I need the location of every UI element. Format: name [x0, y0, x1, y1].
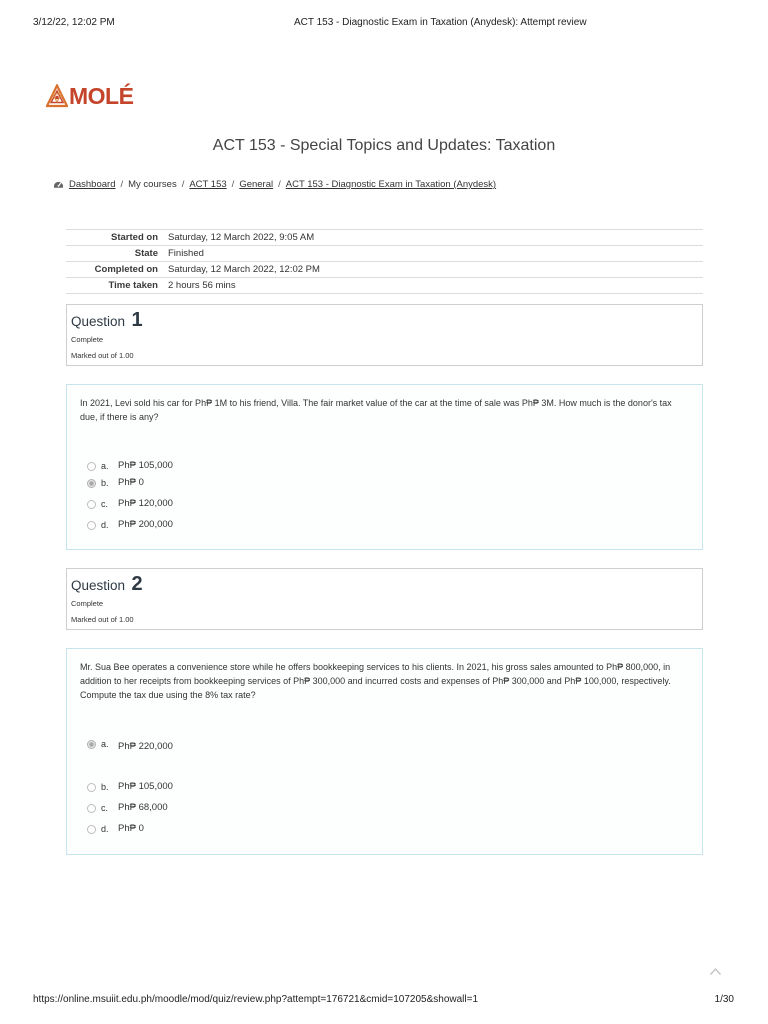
question-heading [71, 573, 143, 596]
option-answer: Ph₱ 220,000 [118, 741, 173, 752]
logo-emblem-icon [46, 84, 68, 108]
answer-radio[interactable] [87, 783, 96, 792]
answer-option[interactable] [67, 498, 367, 510]
question-1-info [66, 304, 703, 366]
breadcrumb-separator: / [278, 179, 281, 190]
option-letter: c. [101, 803, 109, 813]
question-2-content [66, 648, 703, 855]
print-page-title: ACT 153 - Diagnostic Exam in Taxation (Anydesk): Attempt review [294, 17, 587, 28]
answer-radio[interactable] [87, 479, 96, 488]
question-marks: Marked out of 1.00 [71, 615, 134, 624]
option-letter: d. [101, 520, 109, 530]
breadcrumb-section[interactable]: General [239, 179, 274, 190]
summary-value: Saturday, 12 March 2022, 12:02 PM [168, 264, 320, 275]
answer-radio[interactable] [87, 462, 96, 471]
question-state: Complete [71, 335, 104, 344]
breadcrumb-separator: / [120, 179, 124, 190]
summary-value: Finished [168, 248, 204, 259]
answer-option[interactable] [67, 802, 367, 814]
question-text: In 2021, Levi sold his car for Ph₱ 1M to his friend, Villa. The fair market value of the car at the time of sale was Ph₱ 3M. How much is the donor's tax due, if there is any? [80, 398, 672, 422]
print-page-number: 1/30 [714, 994, 734, 1005]
answer-option[interactable] [67, 738, 367, 750]
answer-option[interactable] [67, 460, 367, 472]
summary-value: 2 hours 56 mins [168, 280, 236, 291]
question-label: Question [71, 314, 126, 329]
print-url: https://online.msuiit.edu.ph/moodle/mod/quiz/review.php?attempt=176721&cmid=107205&showall=1 [33, 994, 479, 1005]
option-answer: Ph₱ 105,000 [118, 460, 173, 471]
question-text: Mr. Sua Bee operates a convenience store while he offers bookkeeping services to his clients. In 2021, his gross sales amounted to Ph₱ 800,000, in addition to her receipts from bookkeeping services of Ph₱ 300,000 and incurred costs and expenses of Ph₱ 300,000 and Ph₱ 100,000, respectively. Compute the tax due using the 8% tax rate? [80, 662, 671, 700]
option-letter: a. [101, 461, 109, 471]
question-marks: Marked out of 1.00 [71, 351, 134, 360]
option-answer: Ph₱ 0 [118, 477, 144, 488]
option-letter: c. [101, 499, 109, 509]
question-1-content [66, 384, 703, 550]
breadcrumb [53, 178, 496, 191]
summary-label: Started on [111, 232, 158, 243]
option-answer: Ph₱ 0 [118, 823, 144, 834]
chevron-up-icon[interactable] [709, 967, 722, 976]
option-letter: b. [101, 782, 109, 792]
summary-label: Completed on [94, 264, 158, 275]
option-answer: Ph₱ 68,000 [118, 802, 168, 813]
summary-row [66, 277, 703, 293]
breadcrumb-dashboard[interactable]: Dashboard [69, 179, 116, 190]
summary-row [66, 245, 703, 261]
question-2-info [66, 568, 703, 630]
question-number: 1 [131, 309, 143, 331]
answer-radio[interactable] [87, 500, 96, 509]
breadcrumb-course[interactable]: ACT 153 [189, 179, 227, 190]
summary-label: State [134, 248, 158, 259]
option-answer: Ph₱ 200,000 [118, 519, 173, 530]
attempt-summary-table [66, 229, 703, 294]
site-logo[interactable] [46, 82, 133, 110]
summary-label: Time taken [108, 280, 158, 291]
answer-radio[interactable] [87, 825, 96, 834]
breadcrumb-quiz[interactable]: ACT 153 - Diagnostic Exam in Taxation (Anydesk) [285, 179, 497, 190]
question-heading [71, 309, 143, 332]
option-answer: Ph₱ 120,000 [118, 498, 173, 509]
answer-option[interactable] [67, 823, 367, 835]
answer-radio[interactable] [87, 740, 96, 749]
summary-row [66, 261, 703, 277]
option-answer: Ph₱ 105,000 [118, 781, 173, 792]
question-state: Complete [71, 599, 104, 608]
summary-value: Saturday, 12 March 2022, 9:05 AM [168, 232, 315, 243]
dashboard-icon [53, 179, 64, 190]
logo-text: MOLÉ [69, 83, 134, 109]
question-label: Question [71, 578, 126, 593]
page-title: ACT 153 - Special Topics and Updates: Taxation [212, 137, 556, 154]
breadcrumb-separator: / [231, 179, 235, 190]
answer-option[interactable] [67, 781, 367, 793]
answer-option[interactable] [67, 519, 367, 531]
print-datetime: 3/12/22, 12:02 PM [33, 17, 115, 28]
option-letter: a. [101, 739, 109, 749]
answer-radio[interactable] [87, 804, 96, 813]
breadcrumb-separator: / [181, 179, 185, 190]
answer-radio[interactable] [87, 521, 96, 530]
breadcrumb-my-courses: My courses [128, 179, 177, 190]
option-letter: d. [101, 824, 109, 834]
summary-row [66, 229, 703, 245]
question-number: 2 [131, 573, 143, 595]
answer-option[interactable] [67, 477, 367, 489]
option-letter: b. [101, 478, 109, 488]
